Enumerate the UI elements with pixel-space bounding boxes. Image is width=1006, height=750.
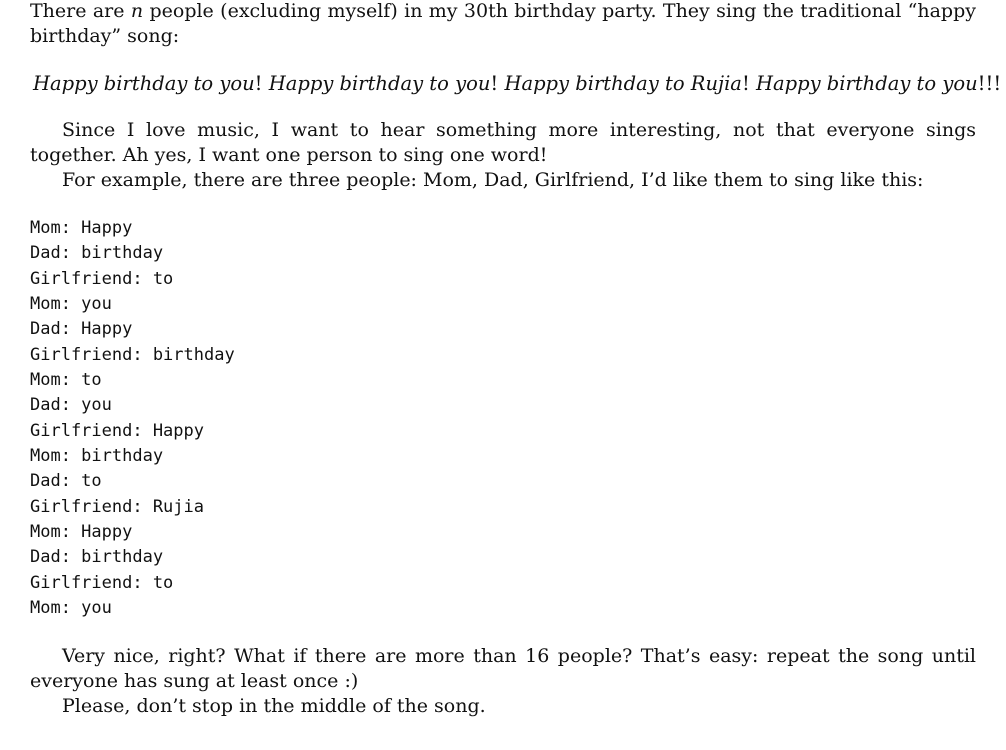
music-paragraph: Since I love music, I want to hear something more interesting, not that everyone sings together. Ah yes, I want one person to sing one word!	[30, 119, 976, 166]
example-singing-order	[30, 216, 976, 622]
example-line: Girlfriend: Rujia	[30, 496, 204, 517]
song-punctuation: !!!	[977, 72, 1002, 95]
example-line: Mom: to	[30, 370, 102, 391]
more-people-paragraph: Very nice, right? What if there are more than 16 people? That’s easy: repeat the song until everyone has sung at least once :)	[30, 644, 976, 692]
song-phrase: Happy birthday to you	[755, 72, 978, 95]
dont-stop-paragraph: Please, don’t stop in the middle of the song.	[62, 694, 486, 717]
intro-text-end: people (excluding myself) in my 30th birthday party. They sing the traditional “happy birthday” song:	[30, 0, 976, 47]
song-phrase: Happy birthday to you	[268, 72, 491, 95]
example-line: Dad: you	[30, 395, 112, 416]
example-line: Girlfriend: Happy	[30, 420, 204, 441]
example-line: Dad: Happy	[30, 319, 133, 340]
example-line: Mom: birthday	[30, 446, 164, 467]
example-line: Dad: birthday	[30, 243, 164, 264]
song-punctuation: !	[254, 72, 269, 95]
example-line: Dad: to	[30, 471, 102, 492]
example-paragraph: For example, there are three people: Mom, Dad, Girlfriend, I’d like them to sing like this:	[62, 169, 924, 191]
example-line: Mom: Happy	[30, 218, 133, 238]
song-lyrics	[30, 71, 1002, 96]
example-line: Mom: you	[30, 294, 112, 315]
example-line: Girlfriend: birthday	[30, 344, 235, 365]
song-punctuation: !	[490, 72, 505, 95]
variable-n: n	[130, 0, 144, 22]
song-punctuation: !	[741, 72, 756, 95]
example-line: Girlfriend: to	[30, 572, 174, 593]
example-line: Dad: birthday	[30, 547, 164, 568]
example-line: Girlfriend: to	[30, 268, 174, 289]
song-phrase: Happy birthday to you	[33, 72, 255, 95]
example-line: Mom: you	[30, 598, 112, 619]
song-phrase: Happy birthday to Rujia	[504, 72, 742, 95]
intro-paragraph	[30, 0, 976, 49]
intro-text-start: There are	[30, 0, 131, 22]
example-line: Mom: Happy	[30, 522, 133, 543]
problem-statement	[30, 0, 1002, 719]
